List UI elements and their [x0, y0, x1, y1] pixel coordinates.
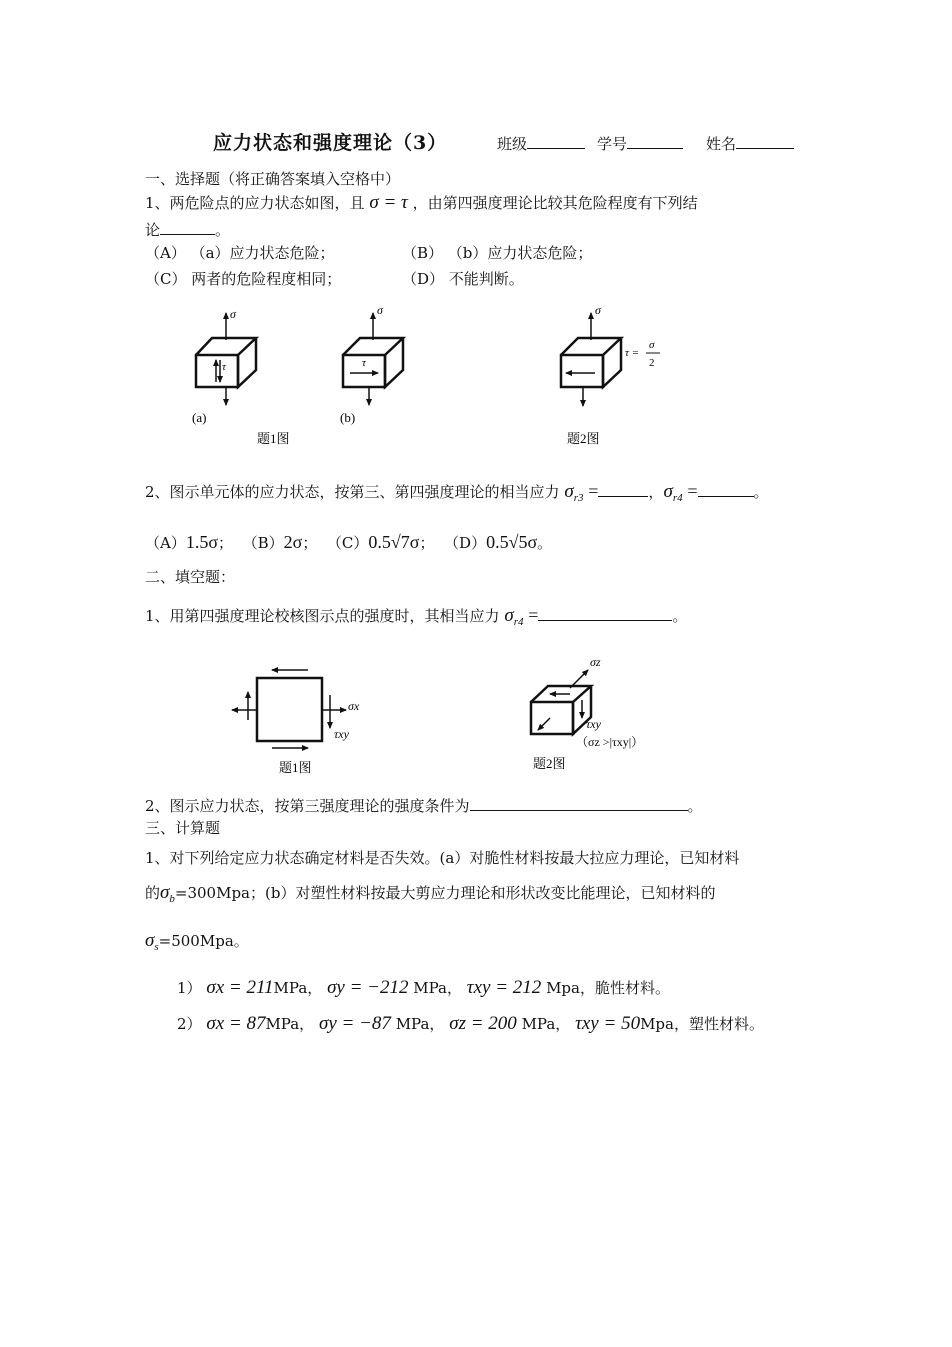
- s2-fig1-caption: 题1图: [279, 760, 312, 775]
- s3-item1-u1: MPa，: [273, 979, 323, 997]
- s1-q2-opt-d-val: 0.5√5σ: [486, 532, 538, 552]
- s1-q2-semi-b: ；: [302, 534, 318, 552]
- student-no-blank[interactable]: [627, 132, 683, 149]
- s1-q2-line: [145, 480, 769, 509]
- s3-q1-line2: [145, 882, 715, 910]
- s1-q1-text-c: 论: [145, 221, 161, 239]
- page-title: 应力状态和强度理论（3）: [213, 132, 448, 154]
- s3-item1-u3: Mpa，脆性材料。: [541, 979, 670, 997]
- cube-condition: （σz >|τxy|）: [576, 735, 644, 749]
- s3-item1-num: 1）: [177, 979, 202, 997]
- cube-fig2: [561, 338, 621, 387]
- s1-q2-sr4: $\sigma_{r4}$: [663, 481, 683, 504]
- sigma-x-label: σx: [348, 699, 360, 713]
- s1-q1-text-a: 1、两危险点的应力状态如图，且: [145, 194, 365, 212]
- s1-q1-opt-c: （C） 两者的危险程度相同；: [145, 270, 342, 288]
- s2-q1-end: 。: [672, 607, 688, 625]
- class-label: 班级: [497, 135, 528, 153]
- s1-q1-opt-b: （B） （b）应力状态危险；: [402, 244, 593, 262]
- s3-sigma-s: $\sigma_s$: [145, 930, 159, 953]
- s1-q2-opt-c-label: （C）: [326, 534, 369, 552]
- s1-q1-line1: [145, 192, 698, 214]
- s3-q1-line1: 1、对下列给定应力状态确定材料是否失效。(a）对脆性材料按最大拉应力理论，已知材料: [145, 849, 740, 867]
- s2-q1-sym: $\sigma_{r4}$: [504, 605, 524, 628]
- section3-heading: 三、计算题: [145, 819, 221, 837]
- tau-xy-label-2: τxy: [586, 717, 601, 731]
- s2-q1-text: 1、用第四强度理论校核图示点的强度时，其相当应力: [145, 607, 500, 625]
- cube-b-label: (b): [340, 410, 356, 425]
- sigma-z-label: σz: [590, 655, 601, 669]
- s1-q2-opt-d-label: （D）: [444, 534, 487, 552]
- s2-q2-text: 2、图示应力状态，按第三强度理论的强度条件为: [145, 797, 470, 815]
- name-blank[interactable]: [736, 132, 794, 149]
- cube-a-label: (a): [192, 410, 207, 425]
- s3-item2-sy: σy = −87: [318, 1013, 391, 1034]
- cube-a-sigma-label: σ: [230, 307, 236, 321]
- s3-item1-sx: σx = 211: [206, 977, 274, 998]
- s3-item2-u1: MPa，: [265, 1015, 315, 1033]
- s2-q1-line: [145, 604, 687, 633]
- s3-item1: [177, 977, 670, 999]
- s1-fig1-caption: 题1图: [257, 431, 290, 446]
- plane-element: [257, 678, 322, 741]
- s2-q2-answer-blank[interactable]: [470, 794, 688, 811]
- s1-q1-condition: σ = τ: [369, 192, 408, 213]
- s1-q2-blank-r4[interactable]: [698, 480, 754, 497]
- s3-q1-line2-a: 的: [145, 884, 161, 902]
- student-no-field[interactable]: [597, 132, 683, 154]
- cube-fig2-tau-eq: τ =: [625, 347, 640, 359]
- name-label: 姓名: [706, 135, 737, 153]
- s1-q2-semi-a: ；: [218, 534, 234, 552]
- cube-b-sigma-label: σ: [377, 303, 383, 317]
- s3-item2-sx: σx = 87: [206, 1013, 266, 1034]
- class-field[interactable]: [497, 132, 585, 154]
- front-face-shear-arrow: [538, 718, 550, 730]
- cube-fig2-frac-den: 2: [649, 357, 655, 369]
- section1-heading: 一、选择题（将正确答案填入空格中）: [145, 170, 401, 188]
- s2-fig2-caption: 题2图: [533, 756, 566, 771]
- s1-q1-opt-d: （D） 不能判断。: [402, 270, 524, 288]
- s1-q1-end: 。: [215, 221, 231, 239]
- s3-item1-txy: τxy = 212: [466, 977, 542, 998]
- s1-q2-options: [145, 531, 552, 554]
- cube-a-tau-label: τ: [222, 361, 226, 373]
- tau-xy-label: τxy: [334, 727, 349, 741]
- s1-q2-sr3: $\sigma_{r3}$: [564, 481, 584, 504]
- s1-q2-eq1: =: [588, 481, 599, 501]
- s3-item1-u2: MPa，: [408, 979, 463, 997]
- s3-q1-line3-text: =500Mpa。: [158, 932, 249, 950]
- s3-item2-u4: Mpa，塑性材料。: [640, 1015, 764, 1033]
- name-field[interactable]: [706, 132, 794, 154]
- cube-fig2-frac-num: σ: [649, 339, 655, 351]
- s3-item2: [177, 1013, 764, 1035]
- s1-q2-semi-c: ；: [419, 534, 435, 552]
- s1-fig2-caption: 题2图: [567, 431, 600, 446]
- cube-a: [196, 338, 256, 387]
- section1-figures: [150, 300, 710, 455]
- s3-item2-sz: σz = 200: [449, 1013, 517, 1034]
- s1-q1-answer-blank[interactable]: [160, 218, 215, 235]
- s1-q1-line2: [145, 218, 230, 241]
- s3-item2-txy: τxy = 50: [575, 1013, 641, 1034]
- s1-q2-end: 。: [753, 483, 769, 501]
- s1-q2-opt-b-val: 2σ: [283, 532, 303, 552]
- s3-item2-u2: MPa，: [390, 1015, 445, 1033]
- s1-q2-opt-a-val: 1.5σ: [185, 532, 219, 552]
- s1-q2-eq2: =: [687, 481, 698, 501]
- s1-q1-text-b: ，由第四强度理论比较其危险程度有下列结: [412, 194, 698, 212]
- s1-q2-comma: ，: [648, 483, 664, 501]
- s1-q2-opt-a-label: （A）: [145, 534, 186, 552]
- s3-item1-sy: σy = −212: [327, 977, 409, 998]
- s1-q2-text: 2、图示单元体的应力状态，按第三、第四强度理论的相当应力: [145, 483, 560, 501]
- cube-b: [343, 338, 403, 387]
- s1-q2-opt-c-val: 0.5√7σ: [368, 532, 420, 552]
- s1-q2-blank-r3[interactable]: [598, 480, 648, 497]
- s2-q1-eq: =: [528, 605, 539, 625]
- s3-sigma-b: $\sigma_b$: [160, 882, 175, 905]
- s3-q1-line2-b: =300Mpa；(b）对塑性材料按最大剪应力理论和形状改变比能理论，已知材料的: [174, 884, 716, 902]
- s3-item2-u3: MPa，: [516, 1015, 571, 1033]
- section2-figures: [220, 650, 680, 780]
- s2-q2-line: [145, 794, 703, 817]
- class-blank[interactable]: [527, 132, 585, 149]
- s2-q2-end: 。: [687, 797, 703, 815]
- s3-item2-num: 2）: [177, 1015, 202, 1033]
- cube-b-tau-label: τ: [362, 357, 366, 369]
- s1-q2-period: 。: [537, 534, 553, 552]
- s1-q1-opt-a: （A） （a）应力状态危险；: [145, 244, 335, 262]
- section2-heading: 二、填空题：: [145, 568, 236, 586]
- s1-q2-opt-b-label: （B）: [242, 534, 284, 552]
- s2-q1-answer-blank[interactable]: [538, 604, 672, 621]
- cube-fig2-sigma-label: σ: [595, 303, 601, 317]
- student-no-label: 学号: [597, 135, 628, 153]
- s3-q1-line3: [145, 930, 249, 958]
